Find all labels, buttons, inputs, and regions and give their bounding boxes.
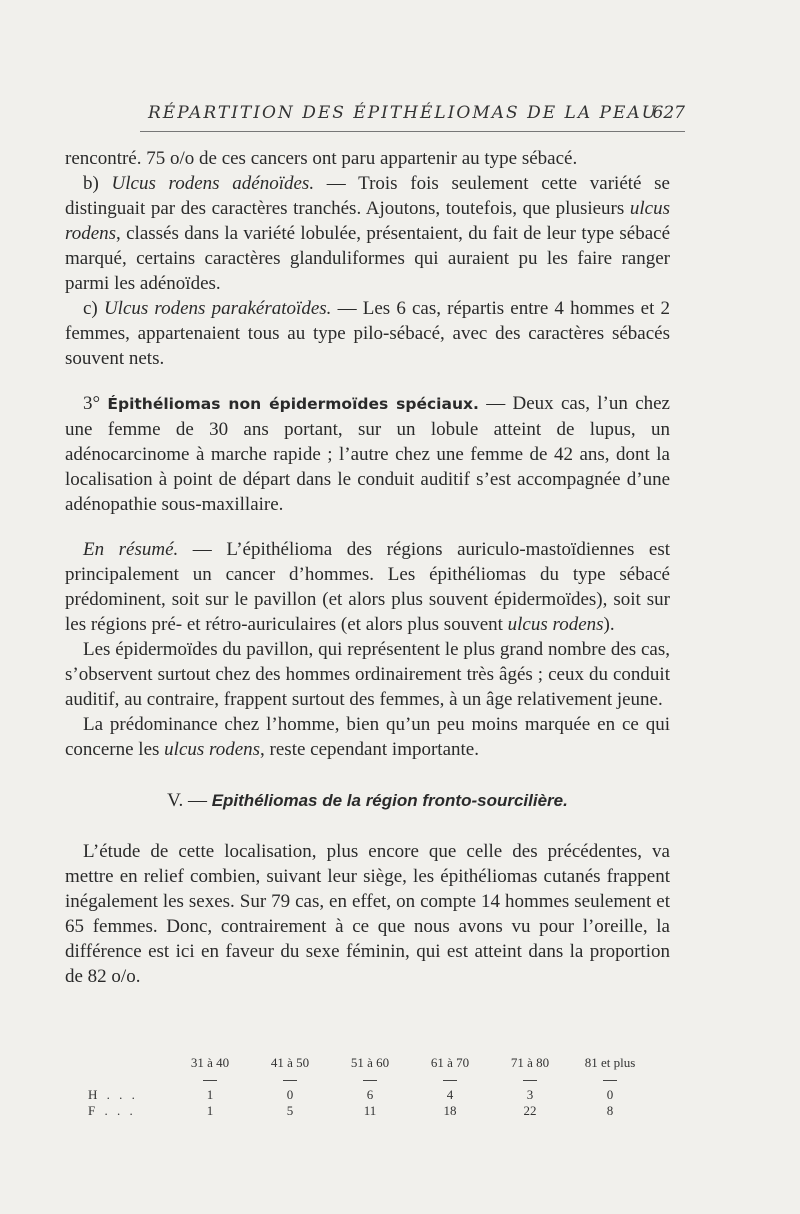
table-header-row — [88, 1055, 650, 1071]
subsection-title-parakeratoides: Ulcus rodens parakératoïdes. — [103, 298, 332, 319]
age-header: 61 à 70 — [430, 1055, 470, 1070]
paragraph-4: 3° Épithéliomas non épidermoïdes spéciaux. — Deux cas, l’un chez une femme de 30 ans portant, sur un lobule atteint de lupus, un adénocarcinome à marche rapide ; l’autre chez une femme de 42 ans, dont la localisation à point de départ dans le conduit auditif s’est accompagnée d’une adénopathie sous-maxillaire. — [65, 393, 670, 515]
age-header: 71 à 80 — [510, 1055, 550, 1070]
age-header: 41 à 50 — [270, 1055, 310, 1070]
row-label: F . . . — [88, 1103, 136, 1118]
table-cell: 11 — [363, 1103, 377, 1118]
row-label: H . . . — [88, 1087, 138, 1102]
dash-divider — [443, 1080, 457, 1081]
paragraph-3: c) Ulcus rodens parakératoïdes. — Les 6 cas, répartis entre 4 hommes et 2 femmes, appartenaient tous au type pilo-sébacé, avec des caractères sébacés souvent nets. — [65, 298, 671, 369]
age-header: 31 à 40 — [190, 1055, 230, 1070]
dash-divider — [283, 1080, 297, 1081]
paragraph-1: rencontré. 75 o/o de ces cancers ont paru appartenir au type sébacé. — [65, 148, 578, 169]
paragraph-5: En résumé. — L’épithélioma des régions auriculo-mastoïdiennes est principalement un cancer d’hommes. Les épithéliomas du type sébacé prédominent, soit sur le pavillon (et alors plus souvent épidermoïdes), soit sur les régions pré- et rétro-auriculaires (et alors plus souvent ulcus rodens). — [65, 539, 670, 635]
table-cell: 0 — [606, 1087, 614, 1102]
dash-divider — [363, 1080, 377, 1081]
dash-divider — [523, 1080, 537, 1081]
dash-row — [88, 1071, 650, 1087]
body-text — [65, 146, 670, 989]
table-cell: 22 — [523, 1103, 537, 1118]
running-title: RÉPARTITION DES ÉPITHÉLIOMAS DE LA PEAU — [148, 103, 658, 123]
paragraph-8: L’étude de cette localisation, plus encore que celle des précédentes, va mettre en relief combien, suivant leur siège, les épithéliomas cutanés frappent inégalement les sexes. Sur 79 cas, en effet, on compte 14 hommes seulement et 65 femmes. Donc, contrairement à ce que nous avons vu pour l’oreille, la différence est ici en faveur du sexe féminin, qui est atteint dans la proportion de 82 o/o. — [65, 841, 670, 987]
header-rule — [140, 131, 685, 132]
age-distribution-table — [88, 1055, 650, 1119]
dash-divider — [203, 1080, 217, 1081]
table-cell: 8 — [606, 1103, 614, 1118]
table-row-hommes — [88, 1087, 650, 1103]
subsection-title-speciaux: Épithéliomas non épidermoïdes spéciaux. — [107, 395, 479, 413]
paragraph-2: b) Ulcus rodens adénoïdes. — Trois fois seulement cette variété se distinguait par des caractères tranchés. Ajoutons, toutefois, que plusieurs ulcus rodens, classés dans la variété lobulée, présentaient, du fait de leur type sébacé marqué, certains caractères glanduliformes qui auraient pu les faire ranger parmi les adénoïdes. — [65, 173, 670, 294]
paragraph-7: La prédominance chez l’homme, bien qu’un peu moins marquée en ce qui concerne les ulcus rodens, reste cependant importante. — [65, 714, 670, 760]
table-cell: 6 — [366, 1087, 374, 1102]
table-cell: 5 — [286, 1103, 294, 1118]
paragraph-6: Les épidermoïdes du pavillon, qui représentent le plus grand nombre des cas, s’observent surtout chez des hommes ordinairement très âgés ; ceux du conduit auditif, au contraire, frappent surtout des femmes, à un âge relativement jeune. — [65, 639, 670, 710]
section-title: Epithéliomas de la région fronto-sourcilière. — [211, 791, 568, 810]
table-cell: 0 — [286, 1087, 294, 1102]
subsection-title-adenoides: Ulcus rodens adénoïdes. — [111, 173, 315, 194]
table-cell: 4 — [446, 1087, 454, 1102]
table-cell: 1 — [206, 1087, 214, 1102]
age-header: 81 et plus — [584, 1055, 636, 1070]
page-number: 627 — [652, 103, 685, 123]
table-cell: 3 — [526, 1087, 534, 1102]
dash-divider — [603, 1080, 617, 1081]
table-cell: 1 — [206, 1103, 214, 1118]
table-cell: 18 — [443, 1103, 457, 1118]
age-header: 51 à 60 — [350, 1055, 390, 1070]
table-row-femmes — [88, 1103, 650, 1119]
section-heading: V. — Epithéliomas de la région fronto-sourcilière. — [167, 790, 568, 811]
summary-label: En résumé. — [83, 539, 179, 560]
